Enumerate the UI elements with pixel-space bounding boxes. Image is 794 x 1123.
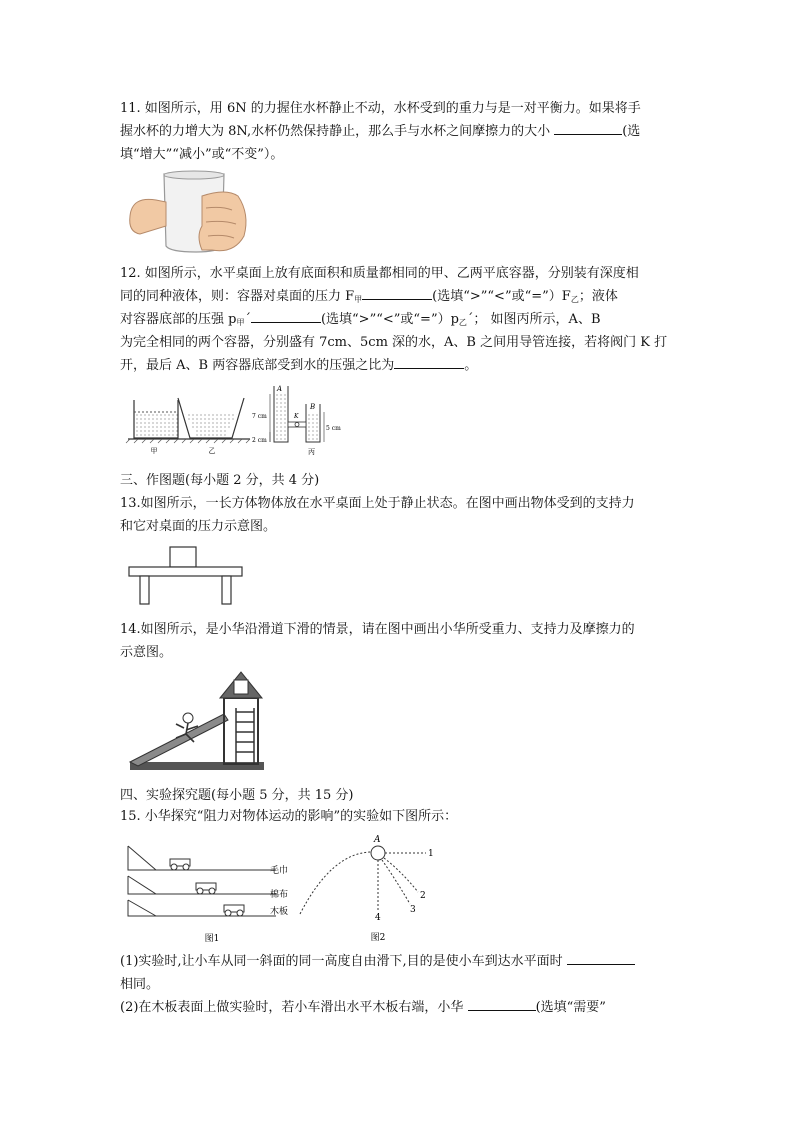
- q15-s1-line1: [120, 950, 676, 973]
- q12-line5-a: 开，最后 A、B 两容器底部受到水的压强之比为: [120, 358, 395, 373]
- label-yi: 乙: [208, 447, 216, 455]
- cart-2-wheel-2: [209, 888, 215, 894]
- liquid-jia: [134, 412, 178, 438]
- q13-line2: 和它对桌面的压力示意图。: [120, 519, 277, 534]
- label-bing: 丙: [308, 448, 315, 456]
- valve-k-icon: [295, 423, 299, 427]
- table-leg-left: [140, 576, 149, 604]
- label-cotton: 棉布: [270, 890, 289, 900]
- q12-line2-a: 同的同种液体，则：容器对桌面的压力 F: [120, 289, 355, 304]
- q15-s1-blank[interactable]: [567, 950, 635, 965]
- section4-title: 四、实验探究题(每小题 5 分，共 15 分): [120, 788, 354, 803]
- q12-blank-pressure[interactable]: [251, 308, 321, 323]
- label-jia: 甲: [150, 447, 158, 455]
- sub-jia-2: 甲: [236, 318, 245, 327]
- tower-window: [234, 680, 248, 694]
- label-a: A: [277, 385, 283, 393]
- ramp-board: [128, 900, 276, 916]
- q12-line3-d: ´； 如图丙所示，A、B: [466, 312, 601, 327]
- label-path-4: 4: [375, 913, 381, 923]
- q12-line1: 12. 如图所示，水平桌面上放有底面积和质量都相同的甲、乙两平底容器，分别装有深度相: [120, 266, 639, 281]
- ramp-towel: [128, 846, 276, 870]
- slope-towel: [128, 846, 156, 870]
- q11-line2: [120, 120, 676, 143]
- q11-line3: 填“增大”“减小”或“不变”）。: [120, 147, 284, 162]
- label-board: 木板: [270, 907, 289, 917]
- figure-1-ramps: [126, 844, 302, 944]
- q12-line4: 为完全相同的两个容器，分别盛有 7cm、5cm 深的水，A、B 之间用导管连接，若将阀门 K 打: [120, 335, 668, 350]
- section3-title: 三、作图题(每小题 2 分，共 4 分): [120, 473, 320, 488]
- label-towel: 毛巾: [270, 866, 289, 876]
- q12-blank-force[interactable]: [362, 285, 432, 300]
- sub-yi-2: 乙: [458, 318, 467, 327]
- cart-1-wheel-2: [183, 864, 189, 870]
- q12-line3-a: 对容器底部的压强 p: [120, 312, 237, 327]
- label-k: K: [294, 413, 299, 420]
- sub-jia: 甲: [354, 295, 363, 304]
- figure-2-caption: 图2: [370, 933, 386, 943]
- q15-line1: 15. 小华探究“阻力对物体运动的影响”的实验如下图所示：: [120, 809, 458, 824]
- containers-jia-yi-figure: [124, 390, 254, 456]
- table-top: [129, 567, 242, 576]
- hand-holding-cup-figure: [126, 166, 252, 256]
- trajectory-path: [300, 852, 372, 914]
- q12-line3-c: (选填“>”“<”或“=”）p: [320, 312, 459, 327]
- q15-s2-line1: [120, 996, 676, 1019]
- label-2cm: 2 cm: [252, 437, 267, 444]
- cup-rim: [164, 171, 224, 179]
- q15-s1-text: (1)实验时,让小车从同一斜面的同一高度自由滑下,目的是使小车到达水平面时: [120, 954, 563, 969]
- q12-line2-c: ；液体: [578, 289, 618, 304]
- connected-containers-bing-figure: [252, 382, 342, 458]
- q15-s2-text: (2)在木板表面上做实验时，若小车滑出水平木板右端，小华: [120, 1000, 464, 1015]
- q15-s1-line2: 相同。: [120, 977, 160, 992]
- ladder-rungs: [236, 712, 254, 752]
- q11-line2-end: (选: [622, 124, 641, 139]
- q11-line1: 11. 如图所示，用 6N 的力握住水杯静止不动，水杯受到的重力与是一对平衡力。如果将手: [120, 101, 641, 116]
- tower-frame: [224, 698, 258, 764]
- table-leg-right: [222, 576, 231, 604]
- cart-2-wheel: [197, 888, 203, 894]
- block: [170, 547, 196, 567]
- q14-line1: 14.如图所示，是小华沿滑道下滑的情景，请在图中画出小华所受重力、支持力及摩擦力的: [120, 622, 635, 637]
- table-hatching: [126, 439, 250, 443]
- label-point-a: A: [374, 835, 381, 845]
- sub-yi: 乙: [570, 295, 579, 304]
- child-head-icon: [183, 713, 193, 723]
- cart-3-wheel: [225, 910, 231, 916]
- slide-ramp: [130, 714, 228, 766]
- label-b: B: [310, 403, 316, 411]
- q15-s2-end: (选填“需要”: [535, 1000, 606, 1015]
- water-a: [274, 394, 288, 442]
- liquid-yi: [184, 412, 238, 438]
- q12-line2-b: (选填“>”“<”或“=”）F: [432, 289, 571, 304]
- q11-answer-blank[interactable]: [554, 120, 622, 135]
- label-path-2: 2: [420, 891, 426, 901]
- water-b: [306, 412, 320, 442]
- q14-line2: 示意图。: [120, 645, 173, 660]
- path-2: [384, 858, 418, 892]
- ball-a-icon: [371, 846, 385, 860]
- figure-1-caption: 图1: [204, 934, 220, 944]
- q11-line2-text: 握水杯的力增大为 8N,水杯仍然保持静止，那么手与水杯之间摩擦力的大小: [120, 124, 551, 139]
- label-path-1: 1: [428, 849, 434, 859]
- q12-blank-ratio[interactable]: [394, 354, 464, 369]
- slide-figure: [128, 668, 268, 774]
- label-path-3: 3: [410, 905, 416, 915]
- cart-3-wheel-2: [237, 910, 243, 916]
- q12-line3-b: ´: [244, 312, 251, 327]
- q15-s2-blank[interactable]: [468, 996, 536, 1011]
- q12-line5-b: 。: [464, 358, 478, 373]
- label-5cm: 5 cm: [326, 425, 341, 432]
- slope-cotton: [128, 876, 156, 894]
- q13-line1: 13.如图所示，一长方体物体放在水平桌面上处于静止状态。在图中画出物体受到的支持力: [120, 496, 635, 511]
- q12-line5: [120, 354, 676, 377]
- thumb-icon: [130, 199, 166, 234]
- slope-board: [128, 900, 156, 916]
- block-on-table-figure: [128, 545, 244, 607]
- label-7cm: 7 cm: [252, 413, 267, 420]
- path-3: [382, 860, 410, 904]
- cart-1-wheel: [171, 864, 177, 870]
- figure-2-trajectory: [298, 832, 442, 944]
